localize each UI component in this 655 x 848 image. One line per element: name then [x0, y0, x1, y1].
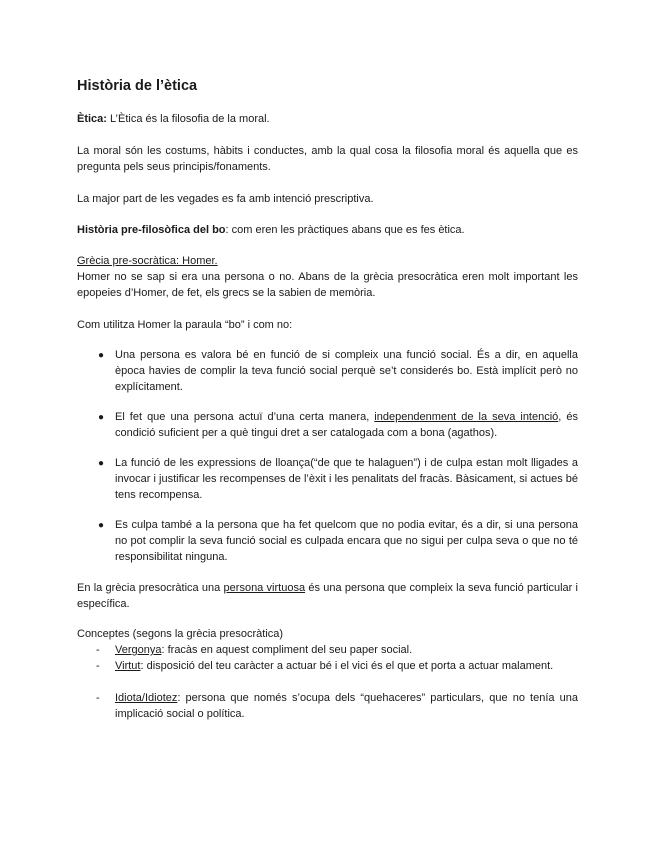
concept-item — [115, 658, 578, 674]
section-heading: Grècia pre-socràtica: Homer. — [77, 255, 218, 267]
bullet-icon: ● — [98, 520, 105, 531]
concept-term: Virtut — [115, 660, 141, 672]
dash-icon: - — [96, 660, 100, 672]
bullet-icon: ● — [98, 458, 105, 469]
prephilosophical-paragraph — [77, 222, 578, 238]
bullet-icon: ● — [98, 350, 105, 361]
prescriptive-paragraph: La major part de les vegades es fa amb intenció prescriptiva. — [77, 193, 374, 205]
concept-term: Vergonya — [115, 644, 162, 656]
prephilosophical-text: : com eren les pràctiques abans que es fes ètica. — [225, 224, 465, 236]
underlined-phrase: independenment de la seva intenció — [374, 411, 559, 423]
prephilosophical-label: Història pre-filosòfica del bo — [77, 224, 226, 236]
ethics-text: L’Ètica és la filosofia de la moral. — [106, 113, 270, 125]
ethics-definition — [77, 111, 578, 127]
list-item — [115, 409, 578, 441]
concept-item — [115, 690, 578, 722]
dash-icon: - — [96, 644, 100, 656]
concept-item — [115, 642, 578, 658]
list-item-text: El fet que una persona actuï d’una certa manera, — [115, 411, 375, 423]
list-item: La funció de les expressions de lloança(“de que te halaguen”) i de culpa estan molt lligades a invocar i justificar les recompenses de l’èxit i les penalitats del fracàs. Bàsicament, si actues bé tens recompensa. — [115, 457, 578, 501]
good-usage-intro: Com utilitza Homer la paraula “bo” i com no: — [77, 319, 293, 331]
moral-paragraph: La moral són les costums, hàbits i conductes, amb la qual cosa la filosofia moral és aquella que es pregunta pels seus principis/fonaments. — [77, 145, 578, 173]
underlined-phrase: persona virtuosa — [223, 582, 306, 594]
paragraph-text: En la grècia presocràtica una — [77, 582, 224, 594]
page-title: Història de l’ètica — [77, 78, 198, 94]
ethics-label: Ètica: — [77, 113, 107, 125]
bullet-icon: ● — [98, 412, 105, 423]
concept-text: : fracàs en aquest compliment del seu paper social. — [161, 644, 413, 656]
concept-text: : persona que només s’ocupa dels “quehaceres” particulars, que no tenía una implicació social o política. — [115, 692, 578, 720]
list-item: Una persona es valora bé en funció de si compleix una funció social. És a dir, en aquella època havies de complir la teva funció social perquè se’t considerés bo. Està implícit però no explícitament. — [115, 349, 578, 393]
paragraph-text: és una persona que compleix la seva funció particular i específica. — [77, 582, 578, 610]
concepts-heading: Conceptes (segons la grècia presocràtica) — [77, 628, 284, 640]
concept-term: Idiota/Idiotez — [115, 692, 178, 704]
list-item: Es culpa també a la persona que ha fet quelcom que no podia evitar, és a dir, si una persona no pot complir la seva funció social es culpada encara que no sigui per culpa seva o que no té responsibilitat ninguna. — [115, 519, 578, 563]
homer-paragraph: Homer no se sap si era una persona o no. Abans de la grècia presocràtica eren molt important les epopeies d’Homer, de fet, els grecs se la sabien de memòria. — [77, 271, 578, 299]
concept-text: : disposició del teu caràcter a actuar bé i el vici és el que et porta a actuar malament. — [140, 660, 554, 672]
virtuous-person-paragraph — [77, 580, 578, 612]
dash-icon: - — [96, 692, 100, 704]
list-item-text: , és condició suficient per a què tingui dret a ser catalogada com a bona (agathos). — [115, 411, 578, 439]
